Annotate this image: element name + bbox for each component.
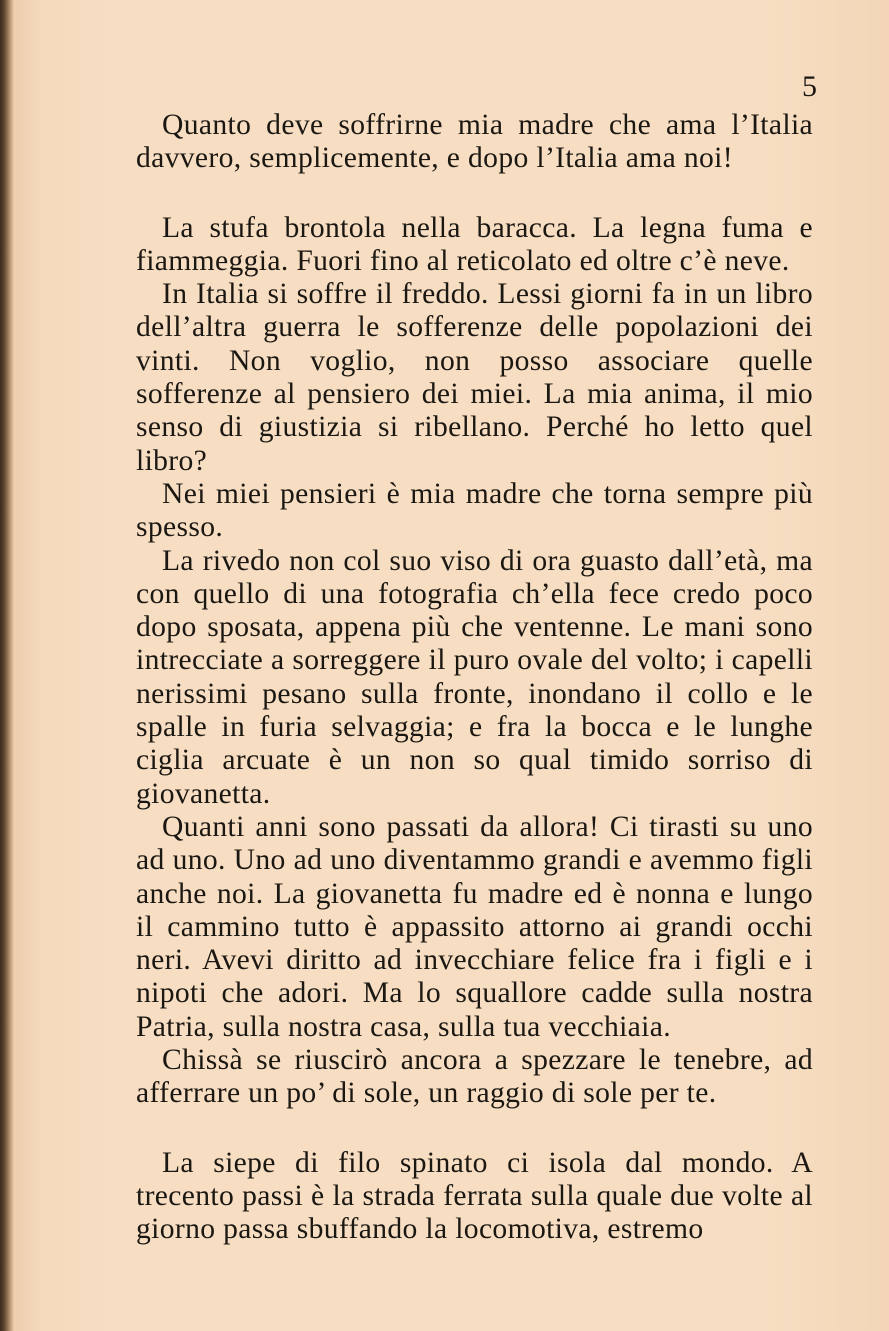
paragraph-6: Quanti anni sono passati da allora! Ci tirasti su uno ad uno. Uno ad uno diventammo grandi e avemmo figli anche noi. La giovanetta fu madre ed è nonna e lungo il cammino tutto è appassito attorno ai grandi occhi neri. Avevi diritto ad invecchiare felice fra i figli e i nipoti che adori. Ma lo squallore cadde sulla nostra Patria, sulla nostra casa, sulla tua vecchiaia. xyxy=(136,810,813,1043)
page-number: 5 xyxy=(802,70,817,103)
paragraph-3: In Italia si soffre il freddo. Lessi giorni fa in un libro dell’altra guerra le sofferenze delle popolazioni dei vinti. Non voglio, non posso associare quelle sofferenze al pensiero dei miei. La mia anima, il mio senso di giustizia si ribellano. Perché ho letto quel libro? xyxy=(136,278,813,477)
book-spine-edge xyxy=(0,0,14,1331)
paragraph-1: Quanto deve soffrirne mia madre che ama l’Italia davvero, semplicemente, e dopo l’Italia ama noi! xyxy=(136,109,813,175)
paragraph-2: La stufa brontola nella baracca. La legna fuma e fiammeggia. Fuori fino al reticolato ed oltre c’è neve. xyxy=(136,211,813,277)
paragraph-8: La siepe di filo spinato ci isola dal mondo. A trecento passi è la strada ferrata sulla quale due volte al giorno passa sbuffando la locomotiva, estremo xyxy=(136,1146,813,1246)
page-body xyxy=(136,109,813,1247)
paragraph-5: La rivedo non col suo viso di ora guasto dall’età, ma con quello di una fotografia ch’ella fece credo poco dopo sposata, appena più che ventenne. Le mani sono intrecciate a sorreggere il puro ovale del volto; i capelli nerissimi pesano sulla fronte, inondano il collo e le spalle in furia selvaggia; e fra la bocca e le lunghe ciglia arcuate è un non so qual timido sorriso di giovanetta. xyxy=(136,544,813,810)
paragraph-4: Nei miei pensieri è mia madre che torna sempre più spesso. xyxy=(136,477,813,544)
paragraph-7: Chissà se riuscirò ancora a spezzare le tenebre, ad afferrare un po’ di sole, un raggio di sole per te. xyxy=(136,1044,813,1110)
